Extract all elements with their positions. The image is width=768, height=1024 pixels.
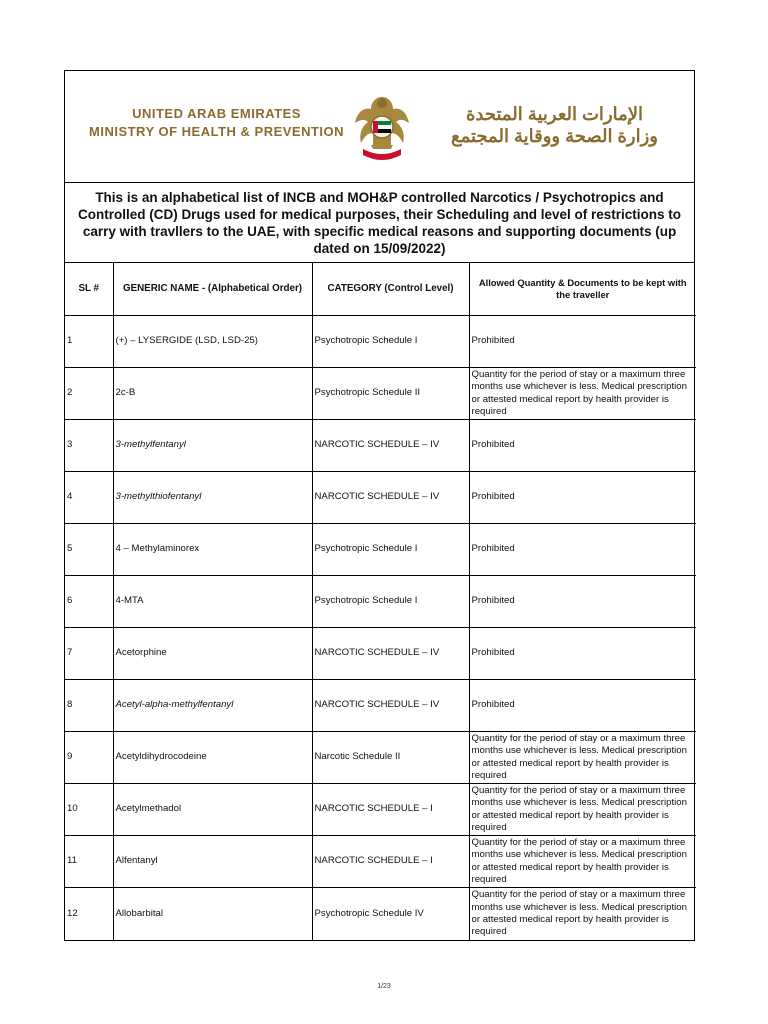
cell-name: 3-methylfentanyl (113, 420, 312, 472)
table-row (65, 316, 696, 368)
cell-category: NARCOTIC SCHEDULE – I (312, 836, 469, 888)
cell-category: Psychotropic Schedule IV (312, 888, 469, 940)
cell-sl: 6 (65, 576, 113, 628)
table-row (65, 472, 696, 524)
cell-category: NARCOTIC SCHEDULE – I (312, 784, 469, 836)
cell-category: NARCOTIC SCHEDULE – IV (312, 628, 469, 680)
table-row (65, 420, 696, 472)
cell-sl: 5 (65, 524, 113, 576)
cell-sl: 4 (65, 472, 113, 524)
ministry-name-english (89, 105, 344, 141)
cell-category: Psychotropic Schedule I (312, 524, 469, 576)
cell-name: 2c-B (113, 368, 312, 420)
cell-allowed: Prohibited (469, 524, 696, 576)
cell-allowed: Quantity for the period of stay or a maximum three months use whichever is less. Medical prescription or attested medical report by health provider is required (469, 732, 696, 784)
table-row (65, 784, 696, 836)
cell-sl: 1 (65, 316, 113, 368)
cell-allowed: Quantity for the period of stay or a maximum three months use whichever is less. Medical prescription or attested medical report by health provider is required (469, 368, 696, 420)
cell-allowed: Prohibited (469, 420, 696, 472)
ministry-name-arabic (427, 103, 682, 147)
cell-allowed: Quantity for the period of stay or a maximum three months use whichever is less. Medical prescription or attested medical report by health provider is required (469, 888, 696, 940)
cell-allowed: Quantity for the period of stay or a maximum three months use whichever is less. Medical prescription or attested medical report by health provider is required (469, 836, 696, 888)
cell-allowed: Prohibited (469, 680, 696, 732)
cell-sl: 12 (65, 888, 113, 940)
uae-emblem-icon (351, 89, 413, 165)
cell-sl: 3 (65, 420, 113, 472)
controlled-drugs-table (65, 263, 696, 940)
header-generic-name: GENERIC NAME - (Alphabetical Order) (113, 263, 312, 316)
cell-category: Psychotropic Schedule I (312, 576, 469, 628)
cell-sl: 11 (65, 836, 113, 888)
cell-name: 4-MTA (113, 576, 312, 628)
intro-statement: This is an alphabetical list of INCB and MOH&P controlled Narcotics / Psychotropics and Controlled (CD) Drugs used for medical purposes, their Scheduling and level of restrictions to carry with travllers to the UAE, with specific medical reasons and supporting documents (up dated on 15/09/2022) (65, 183, 694, 263)
cell-sl: 10 (65, 784, 113, 836)
cell-category: Narcotic Schedule II (312, 732, 469, 784)
document-page (64, 70, 695, 941)
cell-category: Psychotropic Schedule II (312, 368, 469, 420)
cell-sl: 2 (65, 368, 113, 420)
cell-allowed: Quantity for the period of stay or a maximum three months use whichever is less. Medical prescription or attested medical report by health provider is required (469, 784, 696, 836)
cell-allowed: Prohibited (469, 628, 696, 680)
cell-category: Psychotropic Schedule I (312, 316, 469, 368)
cell-sl: 9 (65, 732, 113, 784)
cell-sl: 8 (65, 680, 113, 732)
table-header-row (65, 263, 696, 316)
cell-sl: 7 (65, 628, 113, 680)
cell-name: Acetylmethadol (113, 784, 312, 836)
cell-allowed: Prohibited (469, 576, 696, 628)
arabic-line-1: الإمارات العربية المتحدة (465, 104, 644, 124)
arabic-line-2: وزارة الصحة ووقاية المجتمع (451, 126, 658, 146)
table-row (65, 368, 696, 420)
cell-allowed: Prohibited (469, 472, 696, 524)
table-row (65, 680, 696, 732)
header-category: CATEGORY (Control Level) (312, 263, 469, 316)
cell-category: NARCOTIC SCHEDULE – IV (312, 680, 469, 732)
english-line-1: UNITED ARAB EMIRATES (132, 106, 301, 121)
cell-name: (+) – LYSERGIDE (LSD, LSD-25) (113, 316, 312, 368)
cell-category: NARCOTIC SCHEDULE – IV (312, 472, 469, 524)
header-allowed-quantity: Allowed Quantity & Documents to be kept with the traveller (469, 263, 696, 316)
cell-name: Acetyl-alpha-methylfentanyl (113, 680, 312, 732)
table-row (65, 628, 696, 680)
english-line-2: MINISTRY OF HEALTH & PREVENTION (89, 124, 345, 139)
ministry-header (65, 71, 694, 183)
cell-name: 4 – Methylaminorex (113, 524, 312, 576)
header-sl: SL # (65, 263, 113, 316)
table-row (65, 576, 696, 628)
table-row (65, 836, 696, 888)
cell-allowed: Prohibited (469, 316, 696, 368)
table-row (65, 524, 696, 576)
cell-name: Alfentanyl (113, 836, 312, 888)
cell-name: Acetorphine (113, 628, 312, 680)
cell-name: Acetyldihydrocodeine (113, 732, 312, 784)
cell-name: Allobarbital (113, 888, 312, 940)
table-row (65, 888, 696, 940)
cell-category: NARCOTIC SCHEDULE – IV (312, 420, 469, 472)
table-row (65, 732, 696, 784)
page-number: 1/23 (377, 983, 391, 990)
cell-name: 3-methylthiofentanyl (113, 472, 312, 524)
